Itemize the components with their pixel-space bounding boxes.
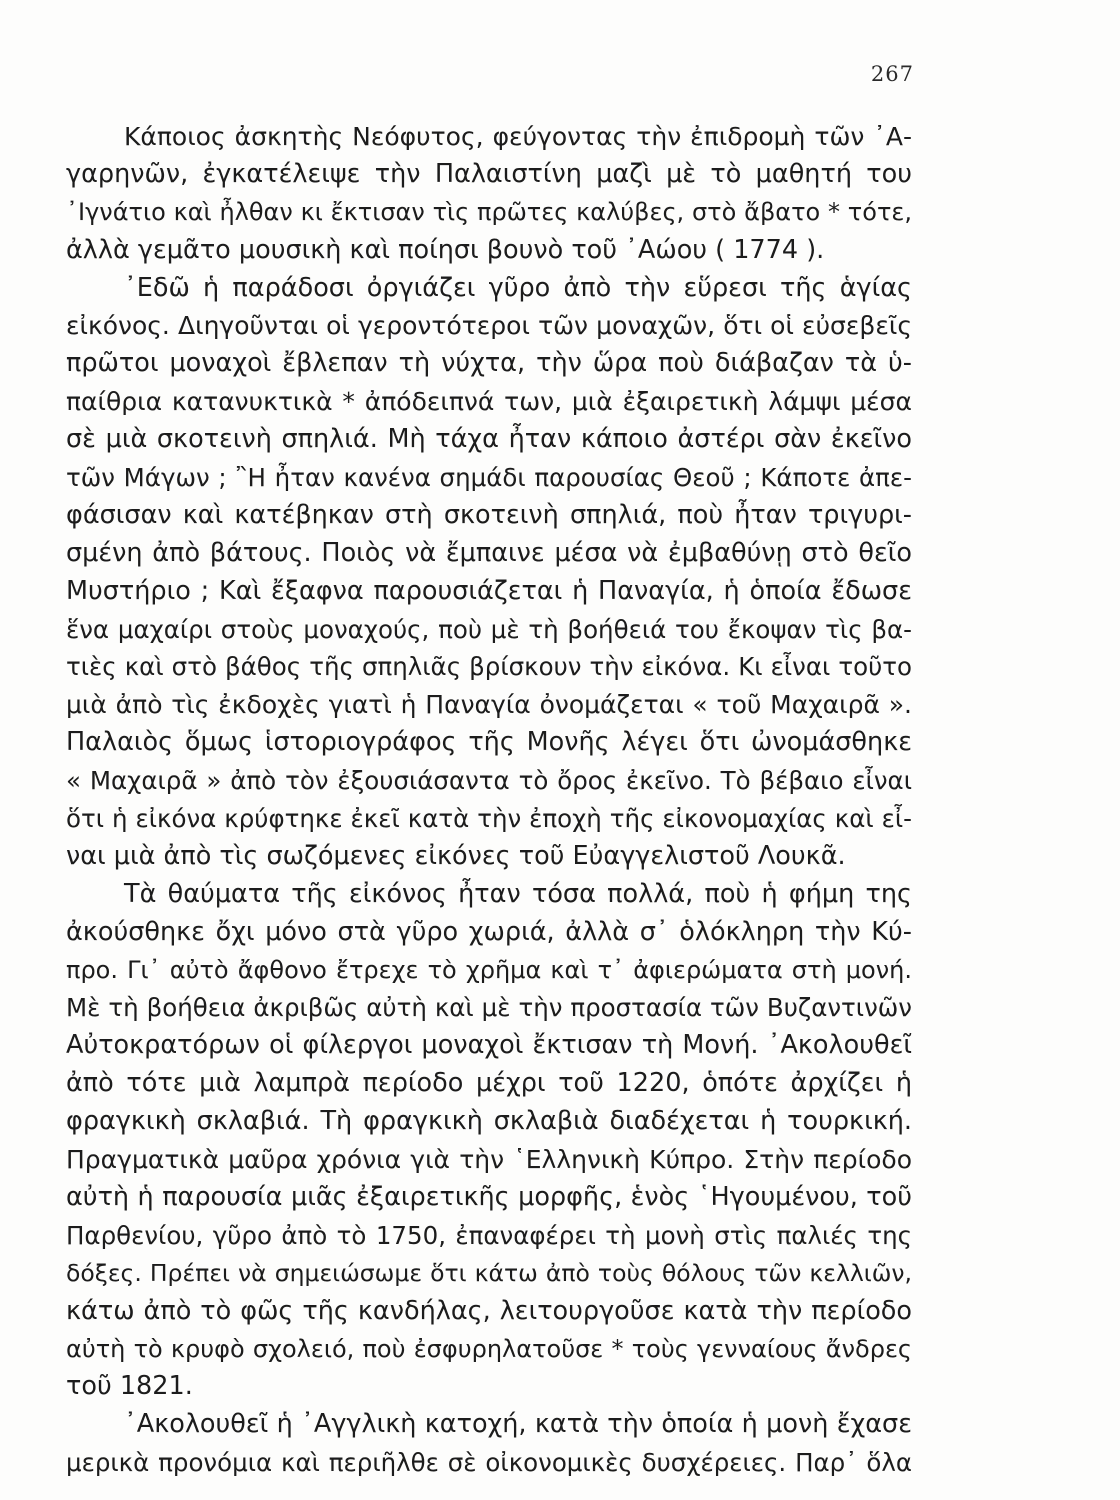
text-line: ᾿Εδῶ ἡ παράδοσι ὀργιάζει γῦρο ἀπὸ τὴν εὕρεσι τῆς ἁγίας [124, 272, 912, 303]
text-line: Μὲ τὴ βοήθεια ἀκριβῶς αὐτὴ καὶ μὲ τὴν προστασία τῶν Βυζαντινῶν [66, 993, 912, 1023]
text-line: μιὰ ἀπὸ τὶς ἐκδοχὲς γιατὶ ἡ Παναγία ὀνομάζεται « τοῦ Μαχαιρᾶ ». [66, 690, 912, 720]
text-line: τιὲς καὶ στὸ βάθος τῆς σπηλιᾶς βρίσκουν τὴν εἰκόνα. Κι εἶναι τοῦτο [66, 652, 912, 682]
text-line: Τὰ θαύματα τῆς εἰκόνος ἦταν τόσα πολλά, ποὺ ἡ φήμη της [124, 878, 912, 909]
text-line: Παρθενίου, γῦρο ἀπὸ τὸ 1750, ἐπαναφέρει τὴ μονὴ στὶς παλιές της [66, 1220, 912, 1250]
paragraph-2 [66, 270, 912, 876]
text-line: ἕνα μαχαίρι στοὺς μοναχούς, ποὺ μὲ τὴ βοήθειά του ἔκοψαν τὶς βα- [66, 614, 912, 644]
text-line: πρῶτοι μοναχοὶ ἔβλεπαν τὴ νύχτα, τὴν ὥρα ποὺ διάβαζαν τὰ ὑ- [66, 348, 912, 379]
page-number: 267 [870, 62, 914, 86]
text-line: « Μαχαιρᾶ » ἀπὸ τὸν ἐξουσιάσαντα τὸ ὄρος ἐκεῖνο. Τὸ βέβαιο εἶναι [66, 766, 912, 796]
text-line: Μυστήριο ; Καὶ ἔξαφνα παρουσιάζεται ἡ Παναγία, ἡ ὁποία ἔδωσε [66, 575, 912, 606]
text-line: κάτω ἀπὸ τὸ φῶς τῆς κανδήλας, λειτουργοῦσε κατὰ τὴν περίοδο [66, 1295, 912, 1326]
text-line: τοῦ 1821. [66, 1371, 193, 1402]
text-line: ναι μιὰ ἀπὸ τὶς σωζόμενες εἰκόνες τοῦ Εὐαγγελιστοῦ Λουκᾶ. [66, 840, 846, 871]
body-text [66, 118, 912, 1482]
text-line: εἰκόνος. Διηγοῦνται οἱ γεροντότεροι τῶν μοναχῶν, ὅτι οἱ εὐσεβεῖς [66, 311, 912, 341]
text-line: Παλαιὸς ὅμως ἱστοριογράφος τῆς Μονῆς λέγει ὅτι ὠνομάσθηκε [66, 727, 912, 758]
text-line: Πραγματικὰ μαῦρα χρόνια γιὰ τὴν ῾Ελληνικὴ Κύπρο. Στὴν περίοδο [66, 1145, 912, 1175]
text-line: αὐτὴ ἡ παρουσία μιᾶς ἐξαιρετικῆς μορφῆς, ἑνὸς ῾Ηγουμένου, τοῦ [66, 1181, 912, 1212]
paragraph-4 [66, 1406, 912, 1482]
text-line: Κάποιος ἀσκητὴς Νεόφυτος, φεύγοντας τὴν ἐπιδρομὴ τῶν ᾿Α- [124, 122, 912, 151]
text-line: φραγκικὴ σκλαβιά. Τὴ φραγκικὴ σκλαβιὰ διαδέχεται ἡ τουρκική. [66, 1106, 912, 1137]
text-line: δόξες. Πρέπει νὰ σημειώσωμε ὅτι κάτω ἀπὸ τοὺς θόλους τῶν κελλιῶν, [66, 1258, 912, 1287]
text-line: ἀκούσθηκε ὄχι μόνο στὰ γῦρο χωριά, ἀλλὰ σ᾿ ὁλόκληρη τὴν Κύ- [66, 916, 912, 947]
text-line: τῶν Μάγων ; ῍Η ἦταν κανένα σημάδι παρουσίας Θεοῦ ; Κάποτε ἀπε- [66, 463, 912, 493]
paragraph-1 [66, 118, 912, 270]
text-line: ἀπὸ τότε μιὰ λαμπρὰ περίοδο μέχρι τοῦ 1220, ὁπότε ἀρχίζει ἡ [66, 1068, 912, 1099]
text-line: σὲ μιὰ σκοτεινὴ σπηλιά. Μὴ τάχα ἦταν κάποιο ἀστέρι σὰν ἐκεῖνο [66, 424, 912, 455]
text-line: αὐτὴ τὸ κρυφὸ σχολειό, ποὺ ἐσφυρηλατοῦσε * τοὺς γενναίους ἄνδρες [66, 1334, 912, 1363]
text-line: γαρηνῶν, ἐγκατέλειψε τὴν Παλαιστίνη μαζὶ μὲ τὸ μαθητή του [66, 158, 912, 189]
text-line: προ. Γι᾿ αὐτὸ ἄφθονο ἔτρεχε τὸ χρῆμα καὶ τ᾿ ἀφιερώματα στὴ μονή. [66, 955, 912, 984]
text-line: φάσισαν καὶ κατέβηκαν στὴ σκοτεινὴ σπηλιά, ποὺ ἦταν τριγυρι- [66, 499, 912, 530]
text-line: μερικὰ προνόμια καὶ περιῆλθε σὲ οἰκονομικὲς δυσχέρειες. Παρ᾿ ὅλα [66, 1448, 912, 1478]
text-line: Αὐτοκρατόρων οἱ φίλεργοι μοναχοὶ ἔκτισαν τὴ Μονή. ᾿Ακολουθεῖ [66, 1030, 912, 1061]
paragraph-3 [66, 876, 912, 1406]
text-line: ᾿Ιγνάτιο καὶ ἦλθαν κι ἔκτισαν τὶς πρῶτες καλύβες, στὸ ἄβατο * τότε, [66, 197, 912, 226]
text-line: παίθρια κατανυκτικὰ * ἀπόδειπνά των, μιὰ ἐξαιρετικὴ λάμψι μέσα [66, 387, 912, 417]
text-line: ἀλλὰ γεμᾶτο μουσικὴ καὶ ποίησι βουνὸ τοῦ ᾿Αώου ( 1774 ). [66, 234, 825, 265]
text-line: σμένη ἀπὸ βάτους. Ποιὸς νὰ ἔμπαινε μέσα νὰ ἐμβαθύνῃ στὸ θεῖο [66, 537, 912, 568]
text-line: ὅτι ἡ εἰκόνα κρύφτηκε ἐκεῖ κατὰ τὴν ἐποχὴ τῆς εἰκονομαχίας καὶ εἶ- [66, 804, 912, 834]
text-line: ᾿Ακολουθεῖ ἡ ᾿Αγγλικὴ κατοχή, κατὰ τὴν ὁποία ἡ μονὴ ἔχασε [124, 1409, 912, 1440]
